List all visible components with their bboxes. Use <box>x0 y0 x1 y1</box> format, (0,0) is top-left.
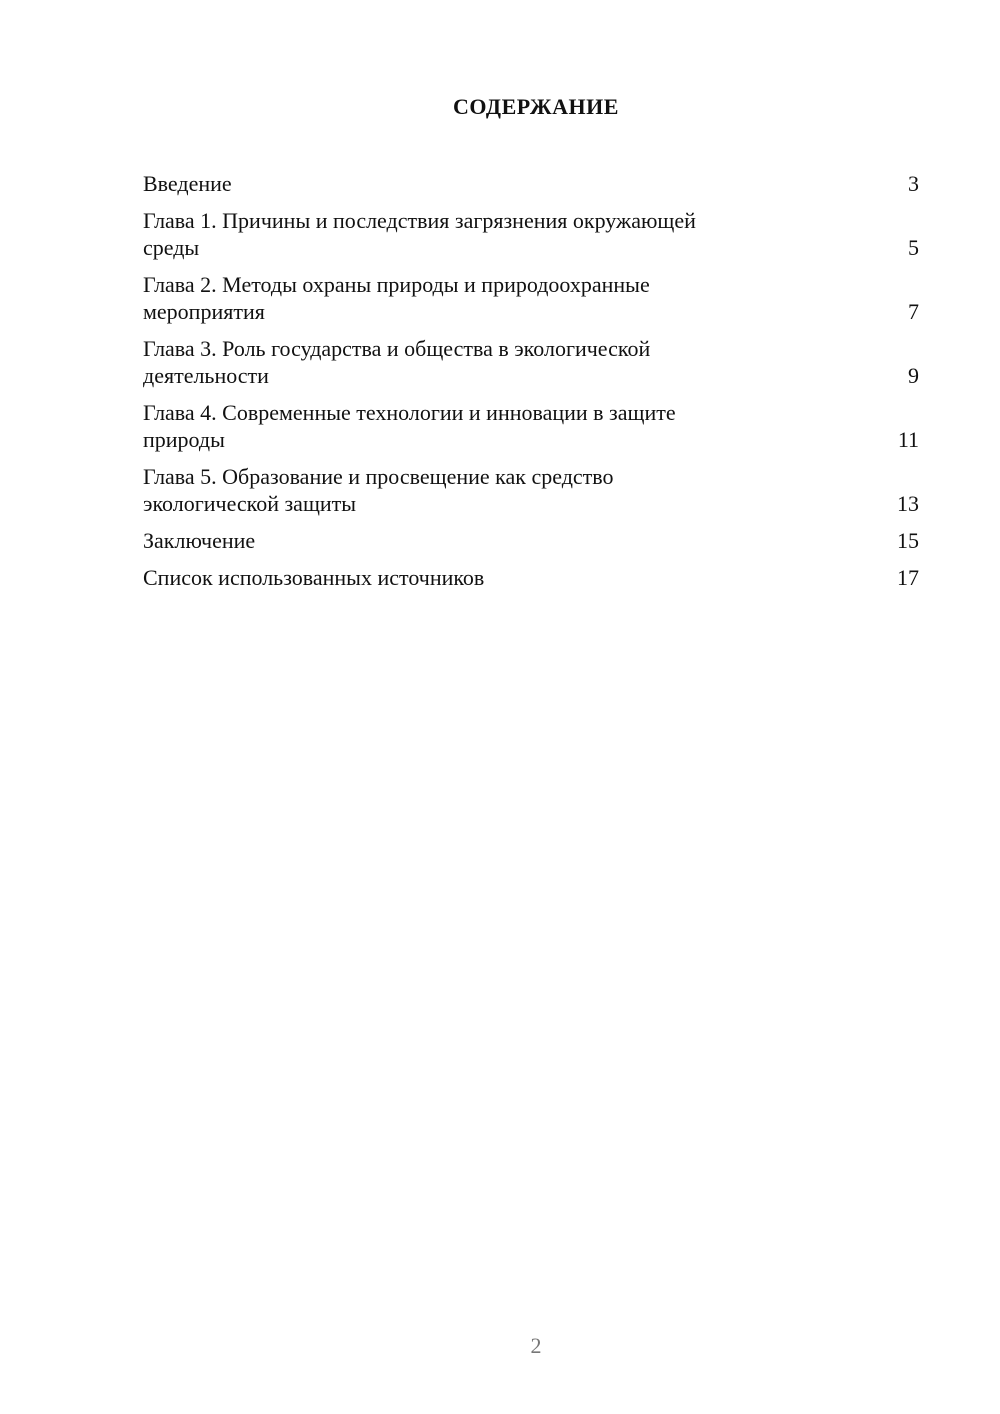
toc-entry-references <box>143 564 919 591</box>
toc-entry-text: Список использованных источников <box>143 565 485 590</box>
toc-entry-text: Глава 4. Современные технологии и инновации в защите природы <box>143 400 676 452</box>
table-of-contents <box>143 170 919 601</box>
page-number: 2 <box>530 1333 542 1358</box>
toc-entry-page: 15 <box>897 528 919 553</box>
toc-entry-chapter-4 <box>143 399 919 453</box>
toc-entry-text: Введение <box>143 171 232 196</box>
toc-entry-introduction <box>143 170 919 197</box>
toc-entry-text: Глава 5. Образование и просвещение как средство экологической защиты <box>143 464 614 516</box>
toc-entry-page: 9 <box>908 363 919 388</box>
toc-entry-text: Глава 1. Причины и последствия загрязнения окружающей среды <box>143 208 696 260</box>
toc-entry-chapter-5 <box>143 463 919 517</box>
toc-entry-chapter-1 <box>143 207 919 261</box>
toc-heading: СОДЕРЖАНИЕ <box>453 94 619 119</box>
toc-entry-text: Глава 3. Роль государства и общества в экологической деятельности <box>143 336 651 388</box>
toc-entry-page: 7 <box>908 299 919 324</box>
toc-entry-page: 17 <box>897 565 919 590</box>
toc-entry-conclusion <box>143 527 919 554</box>
toc-entry-page: 3 <box>908 171 919 196</box>
toc-entry-text: Глава 2. Методы охраны природы и природоохранные мероприятия <box>143 272 650 324</box>
toc-entry-chapter-2 <box>143 271 919 325</box>
toc-entry-chapter-3 <box>143 335 919 389</box>
toc-entry-page: 13 <box>897 491 919 516</box>
toc-entry-page: 5 <box>908 235 919 260</box>
toc-entry-text: Заключение <box>143 528 256 553</box>
toc-entry-page: 11 <box>897 427 919 452</box>
